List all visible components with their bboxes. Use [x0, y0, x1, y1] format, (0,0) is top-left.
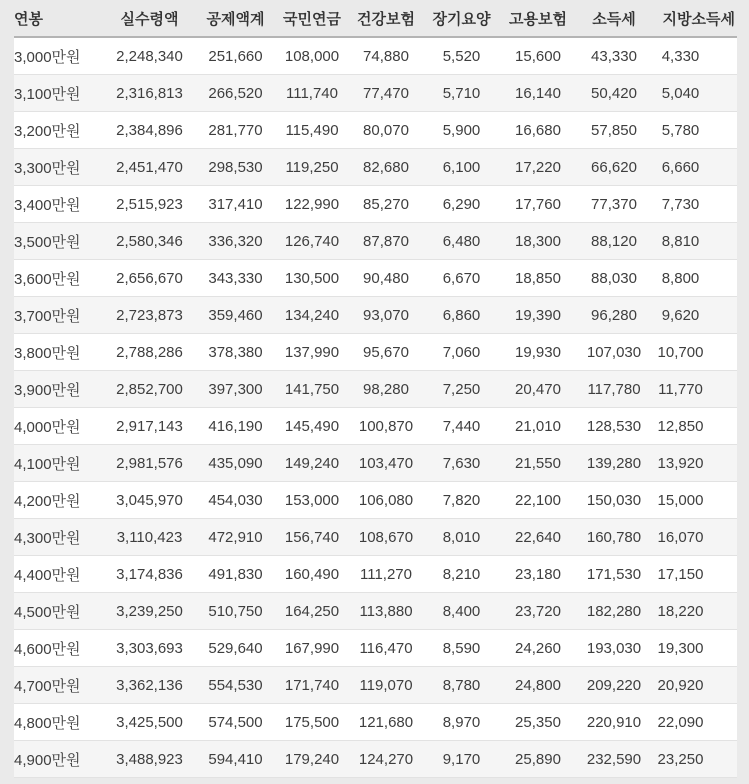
- column-header: 소득세: [576, 0, 652, 37]
- table-row: [14, 741, 737, 778]
- cell: 554,530: [196, 667, 275, 704]
- cell: 3,045,970: [103, 482, 196, 519]
- table-row: [14, 75, 737, 112]
- cell: 153,000: [275, 482, 349, 519]
- cell: 107,030: [576, 334, 652, 371]
- cell: 18,850: [500, 260, 576, 297]
- cell: 130,500: [275, 260, 349, 297]
- cell: 4,200만원: [14, 482, 103, 519]
- cell: 3,000만원: [14, 37, 103, 75]
- cell: 100,870: [349, 408, 423, 445]
- header-row: [14, 0, 737, 37]
- cell: 3,700만원: [14, 297, 103, 334]
- cell: 343,330: [196, 260, 275, 297]
- cell: 22,100: [500, 482, 576, 519]
- cell: 4,300만원: [14, 519, 103, 556]
- cell: 3,174,836: [103, 556, 196, 593]
- cell: 95,670: [349, 334, 423, 371]
- cell: 128,530: [576, 408, 652, 445]
- cell: 17,150: [652, 556, 737, 593]
- column-header: 건강보험: [349, 0, 423, 37]
- cell: 22,640: [500, 519, 576, 556]
- cell: 193,030: [576, 630, 652, 667]
- cell: 108,000: [275, 37, 349, 75]
- cell: 24,260: [500, 630, 576, 667]
- cell: 156,740: [275, 519, 349, 556]
- cell: 2,384,896: [103, 112, 196, 149]
- table-row: [14, 260, 737, 297]
- cell: 16,140: [500, 75, 576, 112]
- cell: 7,730: [652, 186, 737, 223]
- cell: 2,580,346: [103, 223, 196, 260]
- cell: 171,530: [576, 556, 652, 593]
- cell: 6,670: [423, 260, 500, 297]
- cell: 454,030: [196, 482, 275, 519]
- cell: 113,880: [349, 593, 423, 630]
- table-row: [14, 556, 737, 593]
- cell: 126,740: [275, 223, 349, 260]
- table-row: [14, 186, 737, 223]
- table-row: [14, 667, 737, 704]
- cell: 19,390: [500, 297, 576, 334]
- table-row: [14, 371, 737, 408]
- cell: 6,290: [423, 186, 500, 223]
- cell: 119,070: [349, 667, 423, 704]
- cell: 21,550: [500, 445, 576, 482]
- cell: 3,303,693: [103, 630, 196, 667]
- cell: 8,590: [423, 630, 500, 667]
- cell: 2,316,813: [103, 75, 196, 112]
- cell: 298,530: [196, 149, 275, 186]
- cell: 20,470: [500, 371, 576, 408]
- cell: 9,620: [652, 297, 737, 334]
- cell: 25,350: [500, 704, 576, 741]
- cell: 8,970: [423, 704, 500, 741]
- cell: 111,740: [275, 75, 349, 112]
- cell: 3,100만원: [14, 75, 103, 112]
- cell: 8,400: [423, 593, 500, 630]
- cell: 8,010: [423, 519, 500, 556]
- cell: 115,490: [275, 112, 349, 149]
- cell: 11,770: [652, 371, 737, 408]
- cell: 121,680: [349, 704, 423, 741]
- cell: 3,110,423: [103, 519, 196, 556]
- table-row: [14, 297, 737, 334]
- cell: 4,100만원: [14, 445, 103, 482]
- cell: 141,750: [275, 371, 349, 408]
- cell: 4,000만원: [14, 408, 103, 445]
- table-row: [14, 112, 737, 149]
- cell: 19,300: [652, 630, 737, 667]
- cell: 17,760: [500, 186, 576, 223]
- cell: 111,270: [349, 556, 423, 593]
- cell: 378,380: [196, 334, 275, 371]
- cell: 359,460: [196, 297, 275, 334]
- cell: 22,090: [652, 704, 737, 741]
- cell: 145,490: [275, 408, 349, 445]
- cell: 87,870: [349, 223, 423, 260]
- cell: 5,040: [652, 75, 737, 112]
- cell: 10,700: [652, 334, 737, 371]
- cell: 23,720: [500, 593, 576, 630]
- cell: 281,770: [196, 112, 275, 149]
- table-header: [14, 0, 737, 37]
- cell: 137,990: [275, 334, 349, 371]
- cell: 6,660: [652, 149, 737, 186]
- cell: 2,656,670: [103, 260, 196, 297]
- table-row: [14, 482, 737, 519]
- cell: 2,788,286: [103, 334, 196, 371]
- salary-table-container: [14, 0, 737, 778]
- cell: 3,488,923: [103, 741, 196, 778]
- cell: 88,120: [576, 223, 652, 260]
- cell: 96,280: [576, 297, 652, 334]
- cell: 149,240: [275, 445, 349, 482]
- cell: 103,470: [349, 445, 423, 482]
- cell: 16,680: [500, 112, 576, 149]
- table-row: [14, 408, 737, 445]
- cell: 5,900: [423, 112, 500, 149]
- cell: 8,210: [423, 556, 500, 593]
- cell: 232,590: [576, 741, 652, 778]
- cell: 19,930: [500, 334, 576, 371]
- cell: 2,723,873: [103, 297, 196, 334]
- cell: 12,850: [652, 408, 737, 445]
- cell: 171,740: [275, 667, 349, 704]
- cell: 574,500: [196, 704, 275, 741]
- table-body: [14, 37, 737, 778]
- cell: 6,860: [423, 297, 500, 334]
- cell: 4,800만원: [14, 704, 103, 741]
- cell: 4,400만원: [14, 556, 103, 593]
- cell: 150,030: [576, 482, 652, 519]
- cell: 77,370: [576, 186, 652, 223]
- cell: 66,620: [576, 149, 652, 186]
- cell: 3,200만원: [14, 112, 103, 149]
- cell: 106,080: [349, 482, 423, 519]
- table-row: [14, 593, 737, 630]
- cell: 21,010: [500, 408, 576, 445]
- cell: 251,660: [196, 37, 275, 75]
- cell: 18,300: [500, 223, 576, 260]
- cell: 2,981,576: [103, 445, 196, 482]
- column-header: 지방소득세: [652, 0, 737, 37]
- cell: 16,070: [652, 519, 737, 556]
- cell: 13,920: [652, 445, 737, 482]
- cell: 57,850: [576, 112, 652, 149]
- cell: 160,780: [576, 519, 652, 556]
- cell: 3,500만원: [14, 223, 103, 260]
- cell: 266,520: [196, 75, 275, 112]
- cell: 416,190: [196, 408, 275, 445]
- cell: 117,780: [576, 371, 652, 408]
- cell: 6,480: [423, 223, 500, 260]
- table-row: [14, 149, 737, 186]
- cell: 5,520: [423, 37, 500, 75]
- salary-deduction-table: [14, 0, 737, 778]
- column-header: 실수령액: [103, 0, 196, 37]
- cell: 164,250: [275, 593, 349, 630]
- cell: 182,280: [576, 593, 652, 630]
- cell: 4,330: [652, 37, 737, 75]
- cell: 82,680: [349, 149, 423, 186]
- table-row: [14, 334, 737, 371]
- column-header: 연봉: [14, 0, 103, 37]
- cell: 15,000: [652, 482, 737, 519]
- cell: 122,990: [275, 186, 349, 223]
- cell: 24,800: [500, 667, 576, 704]
- cell: 336,320: [196, 223, 275, 260]
- cell: 90,480: [349, 260, 423, 297]
- cell: 529,640: [196, 630, 275, 667]
- cell: 4,700만원: [14, 667, 103, 704]
- column-header: 장기요양: [423, 0, 500, 37]
- cell: 7,440: [423, 408, 500, 445]
- cell: 124,270: [349, 741, 423, 778]
- cell: 108,670: [349, 519, 423, 556]
- cell: 8,810: [652, 223, 737, 260]
- cell: 43,330: [576, 37, 652, 75]
- cell: 20,920: [652, 667, 737, 704]
- cell: 397,300: [196, 371, 275, 408]
- column-header: 공제액계: [196, 0, 275, 37]
- cell: 2,852,700: [103, 371, 196, 408]
- cell: 7,820: [423, 482, 500, 519]
- cell: 85,270: [349, 186, 423, 223]
- table-row: [14, 223, 737, 260]
- cell: 119,250: [275, 149, 349, 186]
- cell: 2,515,923: [103, 186, 196, 223]
- cell: 4,900만원: [14, 741, 103, 778]
- cell: 93,070: [349, 297, 423, 334]
- cell: 7,250: [423, 371, 500, 408]
- cell: 209,220: [576, 667, 652, 704]
- cell: 167,990: [275, 630, 349, 667]
- cell: 23,250: [652, 741, 737, 778]
- cell: 23,180: [500, 556, 576, 593]
- cell: 80,070: [349, 112, 423, 149]
- table-row: [14, 630, 737, 667]
- cell: 435,090: [196, 445, 275, 482]
- cell: 2,917,143: [103, 408, 196, 445]
- cell: 3,300만원: [14, 149, 103, 186]
- cell: 77,470: [349, 75, 423, 112]
- cell: 3,600만원: [14, 260, 103, 297]
- cell: 3,900만원: [14, 371, 103, 408]
- cell: 25,890: [500, 741, 576, 778]
- cell: 116,470: [349, 630, 423, 667]
- cell: 4,500만원: [14, 593, 103, 630]
- table-row: [14, 37, 737, 75]
- cell: 5,710: [423, 75, 500, 112]
- cell: 510,750: [196, 593, 275, 630]
- cell: 4,600만원: [14, 630, 103, 667]
- cell: 3,425,500: [103, 704, 196, 741]
- cell: 472,910: [196, 519, 275, 556]
- table-row: [14, 445, 737, 482]
- cell: 3,800만원: [14, 334, 103, 371]
- cell: 15,600: [500, 37, 576, 75]
- cell: 2,451,470: [103, 149, 196, 186]
- cell: 491,830: [196, 556, 275, 593]
- cell: 2,248,340: [103, 37, 196, 75]
- cell: 220,910: [576, 704, 652, 741]
- cell: 50,420: [576, 75, 652, 112]
- cell: 3,362,136: [103, 667, 196, 704]
- cell: 98,280: [349, 371, 423, 408]
- cell: 7,630: [423, 445, 500, 482]
- cell: 6,100: [423, 149, 500, 186]
- cell: 5,780: [652, 112, 737, 149]
- cell: 7,060: [423, 334, 500, 371]
- column-header: 국민연금: [275, 0, 349, 37]
- cell: 134,240: [275, 297, 349, 334]
- cell: 9,170: [423, 741, 500, 778]
- table-row: [14, 704, 737, 741]
- cell: 8,800: [652, 260, 737, 297]
- cell: 160,490: [275, 556, 349, 593]
- table-row: [14, 519, 737, 556]
- cell: 18,220: [652, 593, 737, 630]
- cell: 17,220: [500, 149, 576, 186]
- cell: 3,239,250: [103, 593, 196, 630]
- cell: 8,780: [423, 667, 500, 704]
- cell: 594,410: [196, 741, 275, 778]
- cell: 317,410: [196, 186, 275, 223]
- cell: 175,500: [275, 704, 349, 741]
- cell: 88,030: [576, 260, 652, 297]
- cell: 179,240: [275, 741, 349, 778]
- cell: 74,880: [349, 37, 423, 75]
- cell: 139,280: [576, 445, 652, 482]
- cell: 3,400만원: [14, 186, 103, 223]
- column-header: 고용보험: [500, 0, 576, 37]
